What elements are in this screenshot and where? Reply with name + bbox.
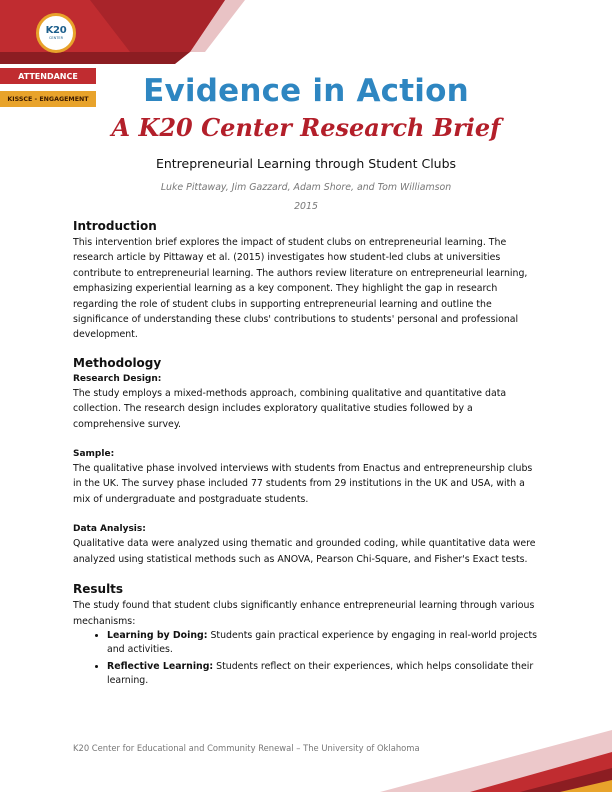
logo-subtext: CENTER [48, 36, 64, 40]
data-analysis-block [73, 522, 543, 567]
sample-block [73, 447, 543, 507]
bullet-label: Learning by Doing: [107, 629, 208, 641]
bullet-text: Students reflect on their experiences, which helps consolidate their learning. [107, 660, 534, 687]
footer-text: K20 Center for Educational and Community Renewal – The University of Oklahoma [73, 743, 420, 753]
logo-text: K20 [45, 25, 67, 36]
brief-title: Evidence in Action [143, 73, 469, 109]
introduction-section [73, 219, 543, 343]
sample-label: Sample: [73, 449, 115, 460]
kissce-engagement-tag: KISSCE - ENGAGEMENT [0, 91, 96, 107]
methodology-heading: Methodology [73, 355, 162, 370]
bullet-label: Reflective Learning: [107, 660, 214, 672]
data-analysis-text: Qualitative data were analyzed using thematic and grounded coding, while quantitative data were analyzed using statistical methods such as ANOVA, Pearson Chi-Square, and Fisher's Exact tests. [73, 538, 536, 565]
results-list [73, 629, 543, 689]
brief-subtitle: A K20 Center Research Brief [111, 113, 501, 142]
methodology-section [73, 356, 543, 567]
paper-year: 2015 [294, 201, 318, 212]
results-intro: The study found that student clubs significantly enhance entrepreneurial learning through various mechanisms: [73, 600, 535, 627]
research-design-label: Research Design: [73, 373, 162, 384]
introduction-heading: Introduction [73, 219, 157, 233]
results-heading: Results [73, 582, 124, 597]
results-section [73, 582, 543, 689]
header-ribbon-art [0, 0, 612, 70]
paper-authors: Luke Pittaway, Jim Gazzard, Adam Shore, and Tom Williamson [160, 182, 452, 193]
k20-logo [36, 13, 76, 53]
list-item [107, 660, 543, 689]
research-design-block [73, 372, 543, 432]
bullet-text: Students gain practical experience by engaging in real-world projects and activities. [107, 629, 538, 656]
paper-title: Entrepreneurial Learning through Student Clubs [155, 156, 457, 171]
brief-content [73, 219, 543, 696]
introduction-text: This intervention brief explores the impact of student clubs on entrepreneurial learning. The research article by Pittaway et al. (2015) investigates how student-led clubs at universities contribute to entrepreneurial learning. The authors review literature on entrepreneurial learning, emphasizing experiential learning as a key component. They highlight the gap in research regarding the role of student clubs in supporting entrepreneurial learning and outline the significance of understanding these clubs' contributions to students' personal and professional development. [73, 237, 528, 341]
attendance-tag: ATTENDANCE [0, 68, 96, 84]
sample-text: The qualitative phase involved interviews with students from Enactus and entrepreneurship clubs in the UK. The survey phase included 77 students from 29 institutions in the UK and USA, with a mix of undergraduate and postgraduate students. [73, 463, 533, 505]
data-analysis-label: Data Analysis: [73, 524, 146, 535]
research-design-text: The study employs a mixed-methods approach, combining qualitative and quantitative data collection. The research design includes exploratory qualitative studies followed by a comprehensive survey. [73, 387, 507, 430]
list-item [107, 629, 543, 658]
